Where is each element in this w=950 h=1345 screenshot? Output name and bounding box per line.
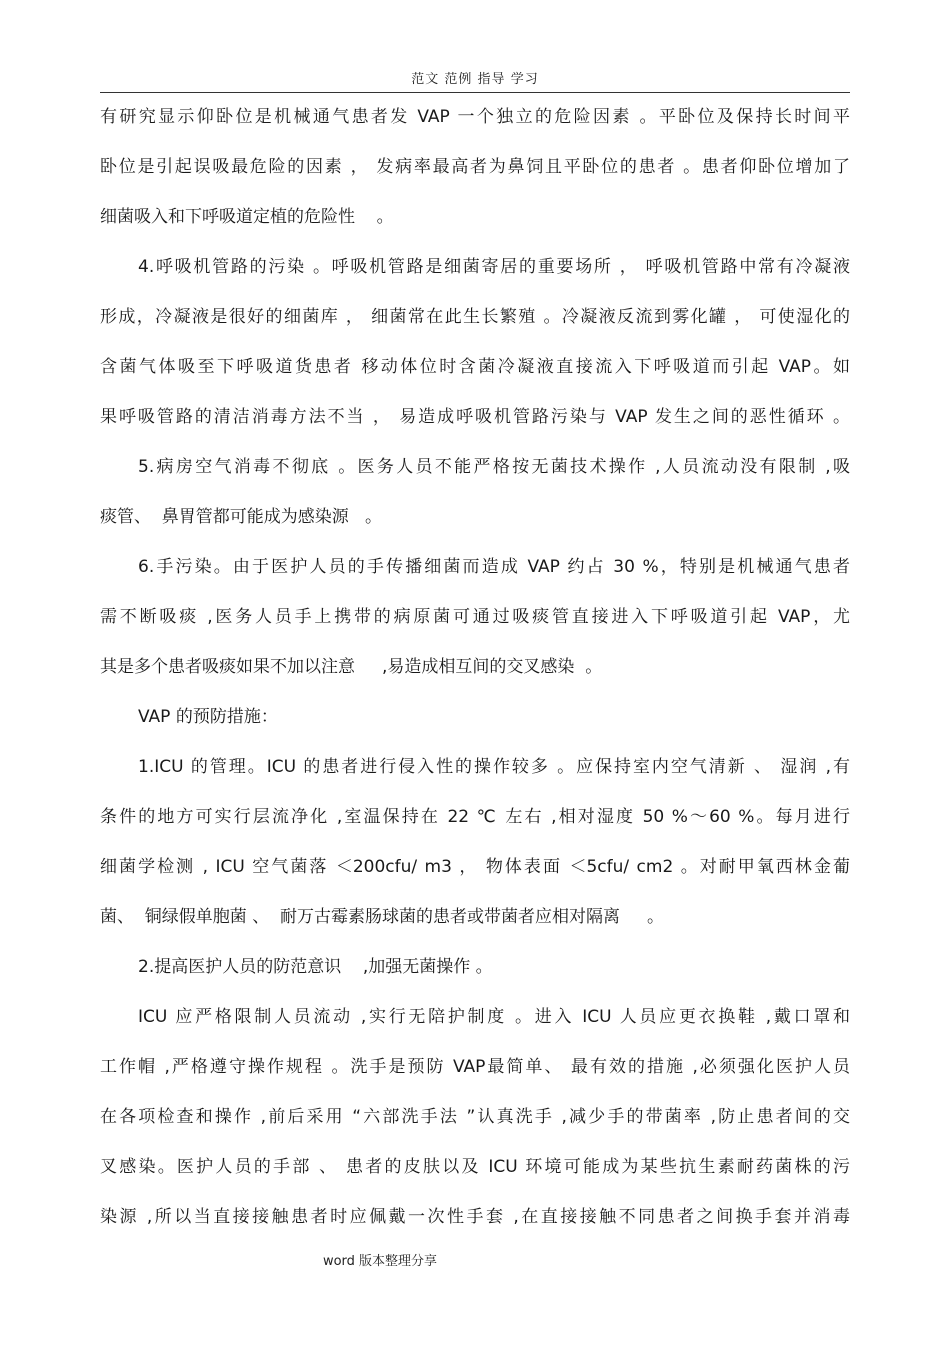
text-line: 细菌学检测 , ICU 空气菌落 ＜200cfu/ m3 ， 物体表面 ＜5cfu/ cm2 。对耐甲氧西林金葡 (100, 857, 850, 877)
section-heading: VAP 的预防措施： (138, 707, 278, 727)
text-line: ICU 应严格限制人员流动 ,实行无陪护制度 。进入 ICU 人员应更衣换鞋 ,戴口罩和 (138, 1007, 850, 1027)
text-line: 条件的地方可实行层流净化 ,室温保持在 22 ℃ 左右 ,相对湿度 50 %～60 %。每月进行 (100, 807, 850, 827)
text-line: 含菌气体吸至下呼吸道货患者 移动体位时含菌冷凝液直接流入下呼吸道而引起 VAP。如 (100, 357, 850, 377)
text-line: 需不断吸痰 ,医务人员手上携带的病原菌可通过吸痰管直接进入下呼吸道引起 VAP，尤 (100, 607, 850, 627)
text-line: 卧位是引起误吸最危险的因素 ， 发病率最高者为鼻饲且平卧位的患者 。患者仰卧位增加了 (100, 157, 850, 177)
text-line: 在各项检查和操作 ,前后采用 “六部洗手法 ”认真洗手 ,减少手的带菌率 ,防止患者间的交 (100, 1107, 850, 1127)
text-line: 形成，冷凝液是很好的细菌库 ， 细菌常在此生长繁殖 。冷凝液反流到雾化罐 ， 可使湿化的 (100, 307, 850, 327)
text-line: 有研究显示仰卧位是机械通气患者发 VAP 一个独立的危险因素 。平卧位及保持长时间平 (100, 107, 850, 127)
text-line: 5.病房空气消毒不彻底 。医务人员不能严格按无菌技术操作 ,人员流动没有限制 ,吸 (138, 457, 850, 477)
page-header: 范文 范例 指导 学习 (411, 72, 539, 87)
text-line: 叉感染。医护人员的手部 、 患者的皮肤以及 ICU 环境可能成为某些抗生素耐药菌株的污 (100, 1157, 850, 1177)
text-line: 6.手污染。由于医护人员的手传播细菌而造成 VAP 约占 30 %，特别是机械通气患者 (138, 557, 850, 577)
page-footer: word 版本整理分享 (322, 1254, 438, 1269)
text-line: 工作帽 ,严格遵守操作规程 。洗手是预防 VAP最简单、 最有效的措施 ,必须强化医护人员 (100, 1057, 850, 1077)
header-divider (100, 92, 850, 93)
text-line: 果呼吸管路的清洁消毒方法不当 ， 易造成呼吸机管路污染与 VAP 发生之间的恶性循环 。 (100, 407, 850, 427)
text-line: 1.ICU 的管理。ICU 的患者进行侵入性的操作较多 。应保持室内空气清新 、 湿润 ,有 (138, 757, 850, 777)
text-line: 痰管、 鼻胃管都可能成为感染源 。 (100, 507, 383, 527)
text-line: 4.呼吸机管路的污染 。呼吸机管路是细菌寄居的重要场所 ， 呼吸机管路中常有冷凝液 (138, 257, 850, 277)
text-line: 染源 ,所以当直接接触患者时应佩戴一次性手套 ,在直接接触不同患者之间换手套并消毒 (100, 1207, 850, 1227)
document-body (100, 100, 850, 1250)
text-line: 其是多个患者吸痰如果不加以注意 ,易造成相互间的交叉感染 。 (100, 657, 603, 677)
text-line: 2.提高医护人员的防范意识 ,加强无菌操作 。 (138, 957, 493, 977)
text-line: 细菌吸入和下呼吸道定植的危险性 。 (100, 207, 394, 227)
text-line: 菌、 铜绿假单胞菌 、 耐万古霉素肠球菌的患者或带菌者应相对隔离 。 (100, 907, 665, 927)
